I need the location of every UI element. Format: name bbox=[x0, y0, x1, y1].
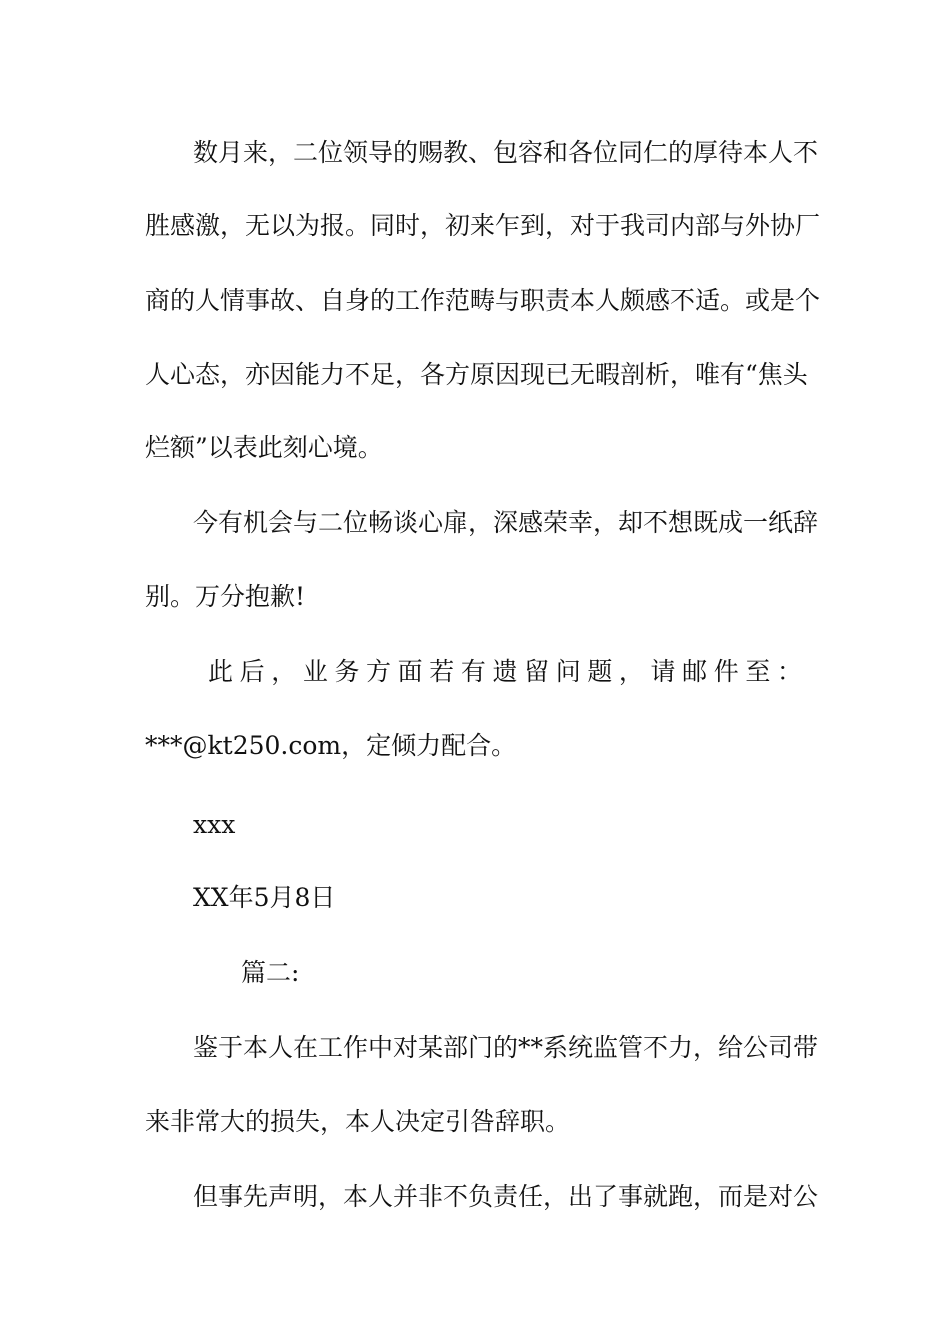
p2-line-2: 别。万分抱歉! bbox=[145, 582, 306, 611]
p3-char: 遗 bbox=[492, 657, 518, 686]
p3-char: 有 bbox=[460, 657, 486, 686]
p3-char: ： bbox=[776, 657, 802, 686]
p3-char: 邮 bbox=[682, 657, 708, 686]
p3-char: 问 bbox=[555, 657, 581, 686]
p3-line-2: ***@kt250.com，定倾力配合。 bbox=[145, 731, 517, 760]
p3-char: 务 bbox=[334, 657, 360, 686]
p5-line-1: 但事先声明，本人并非不负责任，出了事就跑，而是对公 bbox=[193, 1182, 819, 1211]
p4-line-2: 来非常大的损失，本人决定引咎辞职。 bbox=[145, 1107, 571, 1136]
p1-line-5: 烂额”以表此刻心境。 bbox=[145, 433, 383, 462]
p2-line-1: 今有机会与二位畅谈心扉，深感荣幸，却不想既成一纸辞 bbox=[193, 508, 819, 537]
p3-char: 面 bbox=[397, 657, 423, 686]
p3-char: 题 bbox=[587, 657, 613, 686]
p3-char: ， bbox=[271, 657, 297, 686]
p3-char: 业 bbox=[302, 657, 328, 686]
date: XX年5月8日 bbox=[193, 883, 336, 912]
p3-char: 留 bbox=[524, 657, 550, 686]
p3-char: 至 bbox=[745, 657, 771, 686]
p3-char: ， bbox=[618, 657, 644, 686]
signature: xxx bbox=[193, 810, 236, 839]
p1-line-1: 数月来，二位领导的赐教、包容和各位同仁的厚待本人不 bbox=[193, 138, 819, 167]
p4-line-1: 鉴于本人在工作中对某部门的**系统监管不力，给公司带 bbox=[193, 1033, 819, 1062]
p3-char: 请 bbox=[650, 657, 676, 686]
p3-char: 此 bbox=[208, 657, 234, 686]
p3-char: 方 bbox=[366, 657, 392, 686]
p3-line-1 bbox=[208, 654, 802, 690]
p3-char: 若 bbox=[429, 657, 455, 686]
p1-line-3: 商的人情事故、自身的工作范畴与职责本人颇感不适。或是个 bbox=[145, 286, 821, 315]
p3-char: 件 bbox=[713, 657, 739, 686]
p1-line-4: 人心态，亦因能力不足，各方原因现已无暇剖析，唯有“焦头 bbox=[145, 360, 808, 389]
p1-line-2: 胜感激，无以为报。同时，初来乍到，对于我司内部与外协厂 bbox=[145, 211, 821, 240]
p3-char: 后 bbox=[239, 657, 265, 686]
section-title: 篇二: bbox=[241, 958, 300, 987]
